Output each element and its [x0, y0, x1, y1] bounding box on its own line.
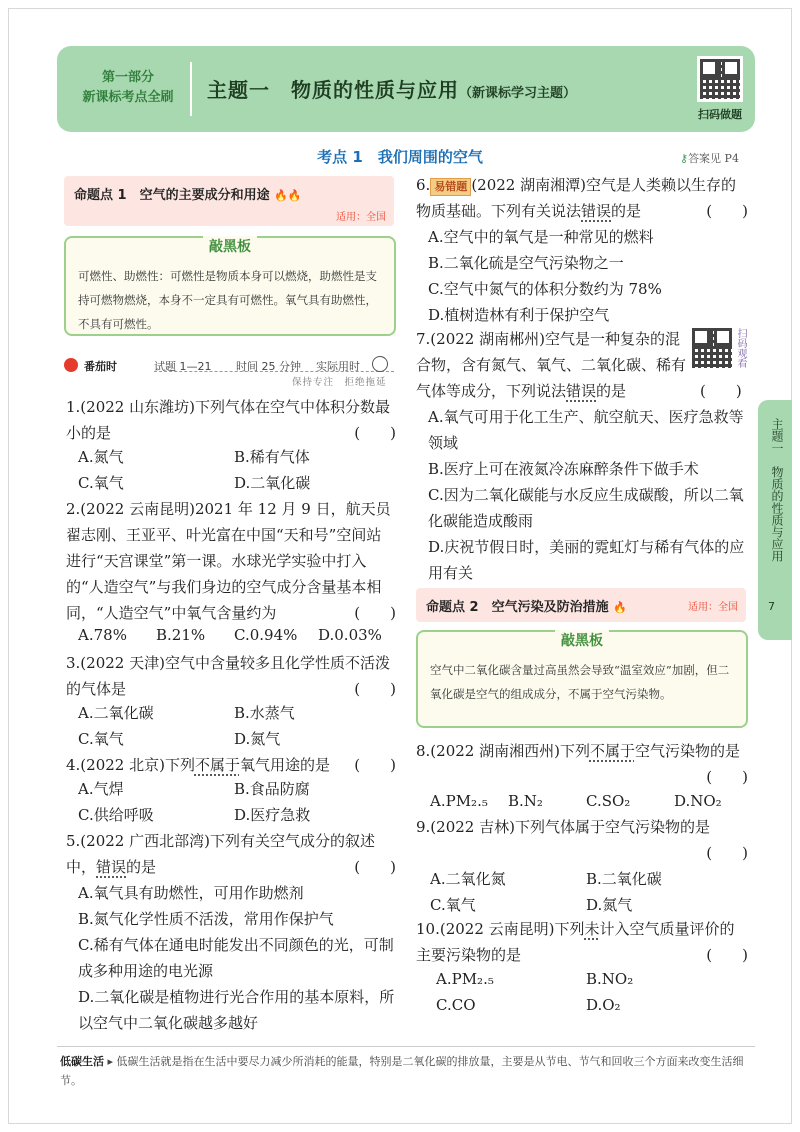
- question-2: [66, 496, 396, 626]
- question-4: [66, 752, 396, 778]
- option-b[interactable]: B.NO₂: [586, 970, 634, 988]
- option-d[interactable]: D.O₂: [586, 996, 621, 1014]
- question-8-stem: [416, 738, 748, 764]
- knock-board-1: [64, 236, 396, 336]
- option-b[interactable]: B.医疗上可在液氮冷冻麻醉条件下做手术: [428, 460, 699, 478]
- topic-2-title: [426, 596, 627, 615]
- timer-slogan: 保持专注 拒绝拖延: [292, 377, 387, 388]
- answer-blank[interactable]: ( ): [354, 604, 396, 622]
- fire-icon: 🔥🔥: [274, 189, 302, 202]
- question-7: [416, 326, 688, 404]
- option-c[interactable]: C.氧气: [78, 730, 124, 748]
- page-number: 7: [768, 600, 775, 613]
- timer-line: [154, 371, 394, 372]
- answer-ref-text: 答案见 P4: [688, 152, 739, 165]
- header-divider: [190, 62, 192, 116]
- option-c[interactable]: C.供给呼吸: [78, 806, 154, 824]
- chapter-title: [207, 74, 576, 103]
- option-a[interactable]: A.二氧化氮: [430, 870, 506, 888]
- option-a[interactable]: A.PM₂.₅: [430, 792, 488, 810]
- fire-icon: 🔥: [613, 601, 627, 614]
- question-6: [416, 172, 748, 224]
- option-b[interactable]: B.水蒸气: [234, 704, 295, 722]
- stem-pre: (2022 湖南湘潭)空气是人类赖以生存的物质基础。下列有关说法: [416, 176, 736, 220]
- answer-blank[interactable]: ( ): [700, 382, 742, 400]
- option-b[interactable]: B.稀有气体: [234, 448, 310, 466]
- option-b[interactable]: B.二氧化碳: [586, 870, 662, 888]
- answer-ref: [680, 150, 739, 166]
- option-a[interactable]: A.空气中的氧气是一种常见的燃料: [428, 228, 654, 246]
- option-d[interactable]: D.庆祝节假日时，美丽的霓虹灯与稀有气体的应用有关: [428, 538, 745, 582]
- answer-blank[interactable]: ( ): [706, 202, 748, 220]
- video-qr-code[interactable]: [692, 328, 732, 368]
- stem-pre: 4.(2022 北京)下列: [66, 756, 195, 774]
- question-1: [66, 394, 396, 446]
- stem-post: 的是: [596, 382, 627, 400]
- stem-emphasis: 不属于: [589, 742, 635, 760]
- option-d[interactable]: D.NO₂: [674, 792, 722, 810]
- option-d[interactable]: D.植树造林有利于保护空气: [428, 306, 610, 324]
- topic-1-scope: 适用：全国: [336, 212, 386, 223]
- stem-emphasis: 错误: [96, 858, 127, 876]
- stem-emphasis: 未: [584, 920, 600, 938]
- timer-label: 番茄时: [84, 360, 117, 373]
- option-b[interactable]: B.21%: [156, 626, 206, 644]
- topic-1-title: [74, 184, 302, 203]
- answer-blank[interactable]: ( ): [354, 680, 396, 698]
- answer-blank[interactable]: ( ): [706, 844, 748, 862]
- knock-board-1-title: 敲黑板: [203, 236, 257, 256]
- question-6-stem: [416, 172, 748, 224]
- answer-blank[interactable]: ( ): [706, 946, 748, 964]
- stem-pre: 7.(2022 湖南郴州)空气是一种复杂的混合物，含有氮气、氧气、二氧化碳、稀有气体等成分，下列说法: [416, 330, 687, 400]
- side-tab-text: 主题一 物质的性质与应用: [770, 418, 784, 562]
- answer-blank[interactable]: ( ): [706, 768, 748, 786]
- question-8: [416, 738, 748, 786]
- stem-post: 氧气用途的是: [239, 756, 330, 774]
- section-title: 考点 1 我们周围的空气: [317, 148, 483, 166]
- option-c[interactable]: C.氧气: [78, 474, 124, 492]
- answer-blank[interactable]: ( ): [354, 756, 396, 774]
- knock-board-2: [416, 630, 748, 728]
- footer-label: 低碳生活: [60, 1055, 104, 1068]
- option-a[interactable]: A.PM₂.₅: [436, 970, 494, 988]
- scan-label: 扫码做题: [698, 108, 742, 121]
- question-3: [66, 650, 396, 702]
- chapter-header: [57, 46, 755, 132]
- part-label: [73, 68, 183, 108]
- knock-board-2-title: 敲黑板: [555, 630, 609, 650]
- option-c[interactable]: C.0.94%: [234, 626, 298, 644]
- stem-emphasis: 错误: [566, 382, 597, 400]
- chapter-title-main: 主题一 物质的性质与应用: [207, 78, 459, 102]
- option-d[interactable]: D.氮气: [586, 896, 633, 914]
- option-c[interactable]: C.空气中氮气的体积分数约为 78%: [428, 280, 662, 298]
- option-a[interactable]: A.78%: [78, 626, 127, 644]
- option-c[interactable]: C.氧气: [430, 896, 476, 914]
- qr-code-pattern: [692, 328, 732, 368]
- error-prone-tag: 易错题: [430, 178, 471, 196]
- option-a[interactable]: A.氧气可用于化工生产、航空航天、医疗急救等领域: [428, 408, 744, 452]
- footer-note: [60, 1052, 750, 1090]
- answer-blank[interactable]: ( ): [354, 424, 396, 442]
- option-c[interactable]: C.SO₂: [586, 792, 631, 810]
- question-10-stem: [416, 916, 748, 968]
- stem-post: 空气污染物的是: [634, 742, 740, 760]
- question-10: [416, 916, 748, 968]
- option-b[interactable]: B.食品防腐: [234, 780, 310, 798]
- option-d[interactable]: D.二氧化碳: [234, 474, 311, 492]
- topic-2-scope: 适用：全国: [688, 602, 738, 613]
- option-d[interactable]: D.医疗急救: [234, 806, 311, 824]
- answer-blank[interactable]: ( ): [354, 858, 396, 876]
- key-icon: ⚷: [680, 152, 689, 165]
- qr-code[interactable]: [697, 56, 743, 102]
- option-c[interactable]: C.稀有气体在通电时能发出不同颜色的光，可制成多种用途的电光源: [78, 936, 394, 980]
- question-7-stem: [416, 326, 688, 404]
- topic-box-2: [416, 588, 746, 622]
- option-d[interactable]: D.0.03%: [318, 626, 382, 644]
- question-1-stem: 1.(2022 山东潍坊)下列气体在空气中体积分数最小的是: [66, 398, 390, 442]
- option-a[interactable]: A.氧气具有助燃性，可用作助燃剂: [78, 884, 304, 902]
- topic-1-title-text: 命题点 1 空气的主要成分和用途: [74, 188, 270, 203]
- option-a[interactable]: A.二氧化碳: [78, 704, 154, 722]
- stem-post: 的是: [126, 858, 157, 876]
- question-9: [416, 814, 748, 862]
- question-4-stem: [66, 752, 396, 778]
- option-b[interactable]: B.氮气化学性质不活泼，常用作保护气: [78, 910, 334, 928]
- option-d[interactable]: D.二氧化碳是植物进行光合作用的基本原料，所以空气中二氧化碳越多越好: [78, 988, 395, 1032]
- option-b[interactable]: B.N₂: [508, 792, 543, 810]
- question-number: 6.: [416, 176, 431, 194]
- option-c[interactable]: C.因为二氧化碳能与水反应生成碳酸，所以二氧化碳能造成酸雨: [428, 486, 744, 530]
- stem-post: 的是: [611, 202, 642, 220]
- stem-post: 计入空气质量评价的主要污染物的是: [416, 920, 735, 964]
- stem-emphasis: 不属于: [194, 756, 240, 774]
- stem-pre: 5.(2022 广西北部湾)下列有关空气成分的叙述中，: [66, 832, 375, 876]
- footer-divider: [57, 1046, 755, 1047]
- stem-pre: 8.(2022 湖南湘西州)下列: [416, 742, 590, 760]
- part-line-1: 第一部分: [101, 70, 154, 85]
- stem-emphasis: 错误: [581, 202, 612, 220]
- side-tab: [758, 400, 792, 640]
- option-a[interactable]: A.氮气: [78, 448, 124, 466]
- question-9-stem: 9.(2022 吉林)下列气体属于空气污染物的是: [416, 818, 710, 836]
- question-5: [66, 828, 396, 880]
- topic-2-title-text: 命题点 2 空气污染及防治措施: [426, 600, 609, 615]
- option-b[interactable]: B.二氧化硫是空气污染物之一: [428, 254, 624, 272]
- timer-actual: 实际用时: [316, 360, 360, 373]
- option-d[interactable]: D.氮气: [234, 730, 281, 748]
- video-qr-label: 扫码观看: [735, 328, 746, 368]
- option-a[interactable]: A.气焊: [78, 780, 124, 798]
- tomato-icon: [64, 358, 78, 372]
- topic-box-1: [64, 176, 394, 226]
- question-2-stem: 2.(2022 云南昆明)2021 年 12 月 9 日，航天员翟志刚、王亚平、叶光富在中国“天和号”空间站进行“天宫课堂”第一课。水球光学实验中打入的“人造空气”与我们身边的空气成分含量基本相同，“人造空气”中氧气含量约为: [66, 500, 391, 622]
- question-3-stem: 3.(2022 天津)空气中含量较多且化学性质不活泼的气体是: [66, 654, 390, 698]
- option-c[interactable]: C.CO: [436, 996, 476, 1014]
- timer-questions: 试题 1—21: [154, 360, 212, 373]
- chapter-title-sub: （新课标学习主题）: [459, 86, 577, 101]
- qr-code-pattern: [700, 59, 740, 99]
- pomodoro-timer: [64, 356, 398, 386]
- clock-icon: [372, 356, 388, 372]
- knock-board-1-body: 可燃性、助燃性：可燃性是物质本身可以燃烧，助燃性是支持可燃物燃烧，本身不一定具有可燃性。氧气具有助燃性，不具有可燃性。: [78, 269, 377, 331]
- stem-pre: 10.(2022 云南昆明)下列: [416, 920, 585, 938]
- question-5-stem: [66, 828, 396, 880]
- knock-board-2-body: 空气中二氧化碳含量过高虽然会导致“温室效应”加剧，但二氧化碳是空气的组成成分，不属于空气污染物。: [430, 663, 730, 701]
- part-line-2: 新课标考点全刷: [82, 90, 174, 105]
- footer-body: ▸ 低碳生活就是指在生活中要尽力减少所消耗的能量，特别是二氧化碳的排放量，主要是从节电、节气和回收三个方面来改变生活细节。: [60, 1055, 744, 1087]
- timer-time: 时间 25 分钟: [236, 360, 301, 373]
